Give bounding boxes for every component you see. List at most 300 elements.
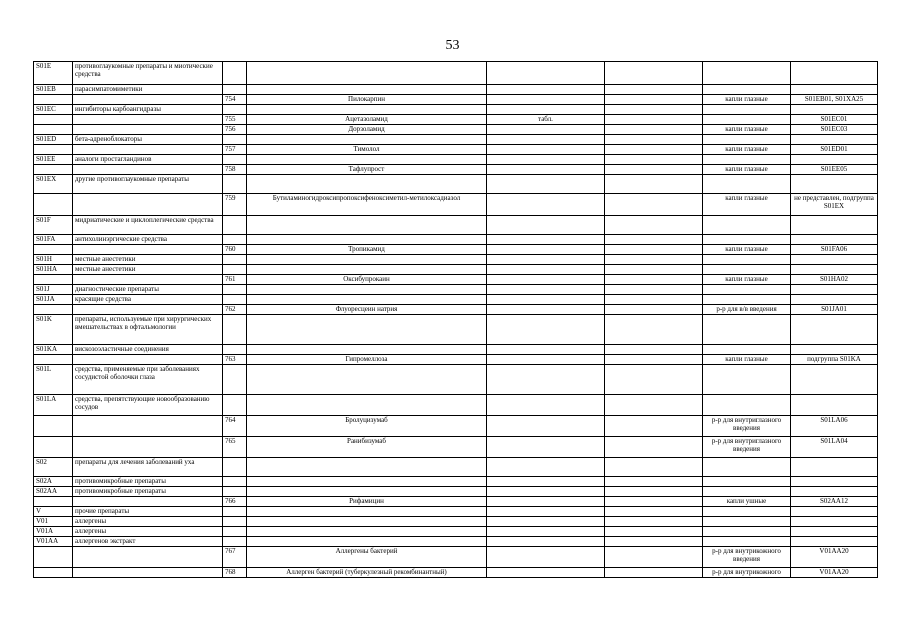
empty-cell — [605, 537, 703, 547]
atc-code-cell — [791, 315, 878, 345]
atc-group-description-cell: местные анестетики — [73, 265, 223, 275]
dosage-form-2-cell: р-р для внутрикожного введения — [703, 547, 791, 568]
empty-cell — [605, 125, 703, 135]
row-number-cell: 764 — [223, 416, 247, 437]
atc-code-cell — [791, 537, 878, 547]
table-row — [34, 275, 878, 285]
table-row — [34, 365, 878, 395]
atc-code-cell — [791, 285, 878, 295]
empty-cell — [605, 568, 703, 578]
empty-cell — [605, 194, 703, 216]
atc-group-code-cell — [34, 437, 73, 458]
empty-cell — [605, 105, 703, 115]
row-number-cell: 766 — [223, 497, 247, 507]
atc-group-code-cell — [34, 305, 73, 315]
dosage-form-cell — [487, 305, 605, 315]
row-number-cell — [223, 135, 247, 145]
atc-group-description-cell: аллергены — [73, 517, 223, 527]
empty-cell — [605, 547, 703, 568]
atc-group-code-cell: S01LA — [34, 395, 73, 416]
empty-cell — [605, 135, 703, 145]
atc-group-code-cell: S01K — [34, 315, 73, 345]
dosage-form-2-cell: р-р для внутриглазного введения — [703, 416, 791, 437]
table-row — [34, 216, 878, 235]
empty-cell — [605, 345, 703, 355]
dosage-form-cell — [487, 105, 605, 115]
dosage-form-cell — [487, 145, 605, 155]
empty-cell — [605, 145, 703, 155]
row-number-cell — [223, 345, 247, 355]
dosage-form-2-cell — [703, 135, 791, 145]
atc-group-description-cell: средства, препятствующие новообразованию сосудов — [73, 395, 223, 416]
dosage-form-2-cell — [703, 155, 791, 165]
atc-group-description-cell: препараты, используемые при хирургических вмешательствах в офтальмологии — [73, 315, 223, 345]
dosage-form-2-cell — [703, 517, 791, 527]
table-row — [34, 95, 878, 105]
drug-name-cell — [247, 255, 487, 265]
atc-code-cell — [791, 507, 878, 517]
atc-group-code-cell — [34, 165, 73, 175]
atc-group-description-cell: противоглаукомные препараты и миотические средства — [73, 62, 223, 85]
table-row — [34, 527, 878, 537]
atc-code-cell — [791, 175, 878, 194]
dosage-form-2-cell: капли глазные — [703, 245, 791, 255]
atc-group-description-cell: препараты для лечения заболеваний уха — [73, 458, 223, 477]
row-number-cell: 756 — [223, 125, 247, 135]
dosage-form-2-cell — [703, 345, 791, 355]
table-row — [34, 345, 878, 355]
table-row — [34, 245, 878, 255]
table-row — [34, 255, 878, 265]
dosage-form-cell — [487, 155, 605, 165]
drug-name-cell — [247, 105, 487, 115]
page-number: 53 — [445, 38, 460, 53]
table-row — [34, 355, 878, 365]
atc-group-code-cell — [34, 95, 73, 105]
row-number-cell: 762 — [223, 305, 247, 315]
dosage-form-cell — [487, 355, 605, 365]
atc-group-description-cell — [73, 437, 223, 458]
dosage-form-2-cell: капли ушные — [703, 497, 791, 507]
dosage-form-cell — [487, 315, 605, 345]
table-row — [34, 115, 878, 125]
empty-cell — [605, 175, 703, 194]
drug-name-cell — [247, 285, 487, 295]
atc-group-description-cell: аналоги простагландинов — [73, 155, 223, 165]
dosage-form-2-cell — [703, 285, 791, 295]
dosage-form-cell — [487, 285, 605, 295]
atc-group-code-cell — [34, 355, 73, 365]
row-number-cell — [223, 527, 247, 537]
atc-group-code-cell: S01E — [34, 62, 73, 85]
atc-group-code-cell: S02AA — [34, 487, 73, 497]
drug-name-cell — [247, 365, 487, 395]
empty-cell — [605, 527, 703, 537]
dosage-form-2-cell: капли глазные — [703, 165, 791, 175]
dosage-form-cell — [487, 458, 605, 477]
dosage-form-2-cell — [703, 216, 791, 235]
empty-cell — [605, 437, 703, 458]
row-number-cell: 755 — [223, 115, 247, 125]
atc-code-cell: S01EE05 — [791, 165, 878, 175]
atc-group-description-cell — [73, 275, 223, 285]
table-row — [34, 487, 878, 497]
empty-cell — [605, 165, 703, 175]
atc-group-description-cell — [73, 568, 223, 578]
dosage-form-cell — [487, 345, 605, 355]
drug-name-cell: Рифамицин — [247, 497, 487, 507]
dosage-form-2-cell — [703, 527, 791, 537]
dosage-form-cell — [487, 395, 605, 416]
atc-code-cell — [791, 155, 878, 165]
atc-group-code-cell: V — [34, 507, 73, 517]
dosage-form-cell — [487, 235, 605, 245]
drug-name-cell: Аллерген бактерий (туберкулезный рекомбинантный) — [247, 568, 487, 578]
dosage-form-cell — [487, 416, 605, 437]
dosage-form-2-cell — [703, 62, 791, 85]
atc-code-cell — [791, 365, 878, 395]
drug-name-cell — [247, 155, 487, 165]
empty-cell — [605, 155, 703, 165]
atc-code-cell: V01AA20 — [791, 547, 878, 568]
empty-cell — [605, 245, 703, 255]
dosage-form-2-cell — [703, 115, 791, 125]
atc-group-code-cell: S02 — [34, 458, 73, 477]
empty-cell — [605, 265, 703, 275]
drug-name-cell — [247, 315, 487, 345]
dosage-form-2-cell — [703, 395, 791, 416]
atc-group-code-cell — [34, 416, 73, 437]
atc-group-code-cell: S01J — [34, 285, 73, 295]
atc-code-cell — [791, 235, 878, 245]
atc-code-cell — [791, 265, 878, 275]
atc-group-code-cell — [34, 497, 73, 507]
atc-group-code-cell: S01ED — [34, 135, 73, 145]
dosage-form-cell — [487, 175, 605, 194]
atc-code-cell — [791, 395, 878, 416]
row-number-cell: 767 — [223, 547, 247, 568]
empty-cell — [605, 85, 703, 95]
table-row — [34, 285, 878, 295]
drug-name-cell — [247, 216, 487, 235]
dosage-form-2-cell — [703, 507, 791, 517]
atc-group-description-cell — [73, 416, 223, 437]
row-number-cell — [223, 285, 247, 295]
atc-code-cell — [791, 135, 878, 145]
dosage-form-cell — [487, 255, 605, 265]
row-number-cell — [223, 85, 247, 95]
drug-name-cell — [247, 458, 487, 477]
empty-cell — [605, 507, 703, 517]
atc-group-code-cell: S01L — [34, 365, 73, 395]
atc-group-code-cell — [34, 145, 73, 155]
table-row — [34, 517, 878, 527]
atc-group-description-cell: прочие препараты — [73, 507, 223, 517]
dosage-form-2-cell: капли глазные — [703, 95, 791, 105]
row-number-cell — [223, 487, 247, 497]
empty-cell — [605, 365, 703, 395]
row-number-cell — [223, 62, 247, 85]
atc-group-description-cell: бета-адреноблокаторы — [73, 135, 223, 145]
atc-code-cell: V01AA20 — [791, 568, 878, 578]
atc-group-code-cell: S02A — [34, 477, 73, 487]
atc-group-description-cell: красящие средства — [73, 295, 223, 305]
row-number-cell — [223, 395, 247, 416]
atc-group-description-cell — [73, 95, 223, 105]
row-number-cell: 760 — [223, 245, 247, 255]
empty-cell — [605, 235, 703, 245]
table-row — [34, 62, 878, 85]
drug-name-cell — [247, 295, 487, 305]
table-row — [34, 125, 878, 135]
dosage-form-cell: табл. — [487, 115, 605, 125]
atc-group-code-cell: S01H — [34, 255, 73, 265]
dosage-form-2-cell — [703, 235, 791, 245]
table-row — [34, 497, 878, 507]
atc-code-cell — [791, 487, 878, 497]
atc-group-code-cell: S01EC — [34, 105, 73, 115]
empty-cell — [605, 216, 703, 235]
table-row — [34, 416, 878, 437]
table-row — [34, 568, 878, 578]
dosage-form-2-cell: р-р для внутрикожного — [703, 568, 791, 578]
empty-cell — [605, 497, 703, 507]
table-row — [34, 135, 878, 145]
row-number-cell: 765 — [223, 437, 247, 458]
drug-name-cell — [247, 527, 487, 537]
table-row — [34, 145, 878, 155]
atc-group-code-cell — [34, 125, 73, 135]
dosage-form-2-cell — [703, 365, 791, 395]
dosage-form-2-cell — [703, 315, 791, 345]
atc-code-cell: S01LA04 — [791, 437, 878, 458]
dosage-form-cell — [487, 135, 605, 145]
table-row — [34, 194, 878, 216]
atc-code-cell — [791, 345, 878, 355]
atc-group-description-cell — [73, 547, 223, 568]
atc-code-cell: S01JA01 — [791, 305, 878, 315]
empty-cell — [605, 477, 703, 487]
drug-name-cell — [247, 395, 487, 416]
dosage-form-cell — [487, 497, 605, 507]
drug-name-cell: Дорзоламид — [247, 125, 487, 135]
dosage-form-cell — [487, 507, 605, 517]
dosage-form-cell — [487, 95, 605, 105]
atc-code-cell: S01EC03 — [791, 125, 878, 135]
empty-cell — [605, 395, 703, 416]
table-row — [34, 395, 878, 416]
row-number-cell: 759 — [223, 194, 247, 216]
dosage-form-cell — [487, 527, 605, 537]
atc-group-description-cell: противомикробные препараты — [73, 477, 223, 487]
atc-group-code-cell: V01A — [34, 527, 73, 537]
atc-code-cell: подгруппа S01KA — [791, 355, 878, 365]
dosage-form-cell — [487, 275, 605, 285]
atc-group-description-cell: диагностические препараты — [73, 285, 223, 295]
dosage-form-2-cell — [703, 537, 791, 547]
row-number-cell — [223, 175, 247, 194]
table-row — [34, 85, 878, 95]
table-row — [34, 537, 878, 547]
atc-group-code-cell: V01AA — [34, 537, 73, 547]
table-row — [34, 315, 878, 345]
empty-cell — [605, 355, 703, 365]
atc-group-code-cell: S01EX — [34, 175, 73, 194]
atc-group-code-cell: S01EE — [34, 155, 73, 165]
row-number-cell — [223, 216, 247, 235]
table-row — [34, 507, 878, 517]
atc-group-description-cell — [73, 194, 223, 216]
dosage-form-cell — [487, 547, 605, 568]
dosage-form-cell — [487, 477, 605, 487]
table-row — [34, 155, 878, 165]
dosage-form-2-cell: капли глазные — [703, 125, 791, 135]
table-row — [34, 265, 878, 275]
row-number-cell — [223, 477, 247, 487]
drug-name-cell — [247, 62, 487, 85]
atc-group-description-cell: другие противоглаукомные препараты — [73, 175, 223, 194]
table-body — [34, 62, 878, 578]
table-row — [34, 175, 878, 194]
dosage-form-cell — [487, 437, 605, 458]
table-row — [34, 305, 878, 315]
dosage-form-cell — [487, 568, 605, 578]
empty-cell — [605, 255, 703, 265]
empty-cell — [605, 285, 703, 295]
dosage-form-2-cell: капли глазные — [703, 275, 791, 285]
row-number-cell — [223, 265, 247, 275]
atc-group-code-cell — [34, 194, 73, 216]
dosage-form-2-cell: р-р для внутриглазного введения — [703, 437, 791, 458]
atc-code-cell: S01HA02 — [791, 275, 878, 285]
drug-name-cell — [247, 175, 487, 194]
dosage-form-cell — [487, 245, 605, 255]
row-number-cell — [223, 295, 247, 305]
empty-cell — [605, 295, 703, 305]
empty-cell — [605, 517, 703, 527]
atc-group-code-cell — [34, 245, 73, 255]
drug-name-cell: Пилокарпин — [247, 95, 487, 105]
drug-name-cell: Бролуцизумаб — [247, 416, 487, 437]
table-row — [34, 165, 878, 175]
atc-group-code-cell — [34, 115, 73, 125]
row-number-cell: 768 — [223, 568, 247, 578]
atc-code-cell — [791, 62, 878, 85]
drug-name-cell — [247, 477, 487, 487]
dosage-form-cell — [487, 125, 605, 135]
empty-cell — [605, 458, 703, 477]
row-number-cell — [223, 537, 247, 547]
atc-code-cell: S01ED01 — [791, 145, 878, 155]
atc-group-description-cell — [73, 245, 223, 255]
drug-name-cell: Гипромеллоза — [247, 355, 487, 365]
drug-name-cell: Оксибупрокаин — [247, 275, 487, 285]
atc-code-cell — [791, 85, 878, 95]
dosage-form-2-cell: капли глазные — [703, 145, 791, 155]
dosage-form-cell — [487, 265, 605, 275]
atc-group-description-cell: аллергены — [73, 527, 223, 537]
table-row — [34, 477, 878, 487]
atc-group-description-cell: мидриатические и циклоплегические средства — [73, 216, 223, 235]
dosage-form-2-cell — [703, 175, 791, 194]
atc-group-description-cell: парасимпатомиметики — [73, 85, 223, 95]
row-number-cell — [223, 458, 247, 477]
atc-group-code-cell — [34, 568, 73, 578]
atc-group-description-cell — [73, 115, 223, 125]
empty-cell — [605, 275, 703, 285]
dosage-form-cell — [487, 165, 605, 175]
empty-cell — [605, 62, 703, 85]
atc-group-description-cell — [73, 355, 223, 365]
atc-code-cell — [791, 477, 878, 487]
drug-name-cell: Бутиламиногидроксипропоксифеноксиметил-метилоксадиазол — [247, 194, 487, 216]
table-row — [34, 437, 878, 458]
dosage-form-2-cell — [703, 477, 791, 487]
empty-cell — [605, 305, 703, 315]
atc-group-description-cell — [73, 497, 223, 507]
dosage-form-cell — [487, 85, 605, 95]
atc-group-code-cell: S01FA — [34, 235, 73, 245]
dosage-form-2-cell — [703, 295, 791, 305]
drug-name-cell: Тропикамид — [247, 245, 487, 255]
atc-group-code-cell: S01HA — [34, 265, 73, 275]
drug-name-cell — [247, 345, 487, 355]
dosage-form-cell — [487, 216, 605, 235]
atc-code-cell — [791, 458, 878, 477]
atc-group-description-cell — [73, 165, 223, 175]
atc-group-description-cell: противомикробные препараты — [73, 487, 223, 497]
atc-group-description-cell — [73, 305, 223, 315]
dosage-form-2-cell: капли глазные — [703, 194, 791, 216]
drug-name-cell: Тимолол — [247, 145, 487, 155]
table-row — [34, 105, 878, 115]
drug-name-cell — [247, 507, 487, 517]
dosage-form-cell — [487, 365, 605, 395]
atc-code-cell — [791, 295, 878, 305]
atc-group-description-cell: средства, применяемые при заболеваниях сосудистой оболочки глаза — [73, 365, 223, 395]
drug-name-cell — [247, 265, 487, 275]
atc-group-description-cell — [73, 125, 223, 135]
dosage-form-cell — [487, 62, 605, 85]
dosage-form-2-cell — [703, 487, 791, 497]
atc-group-code-cell — [34, 275, 73, 285]
drug-name-cell — [247, 85, 487, 95]
atc-group-description-cell: аллергенов экстракт — [73, 537, 223, 547]
row-number-cell: 757 — [223, 145, 247, 155]
row-number-cell: 754 — [223, 95, 247, 105]
row-number-cell: 763 — [223, 355, 247, 365]
atc-group-code-cell: S01KA — [34, 345, 73, 355]
atc-code-cell — [791, 527, 878, 537]
empty-cell — [605, 487, 703, 497]
table-row — [34, 458, 878, 477]
drug-name-cell — [247, 135, 487, 145]
atc-group-code-cell: S01F — [34, 216, 73, 235]
dosage-form-2-cell — [703, 255, 791, 265]
drug-name-cell — [247, 517, 487, 527]
atc-group-description-cell: антихолинэргические средства — [73, 235, 223, 245]
dosage-form-2-cell — [703, 265, 791, 275]
dosage-form-2-cell — [703, 85, 791, 95]
atc-group-code-cell: S01EB — [34, 85, 73, 95]
dosage-form-2-cell — [703, 105, 791, 115]
row-number-cell: 758 — [223, 165, 247, 175]
drug-name-cell: Аллергены бактерий — [247, 547, 487, 568]
empty-cell — [605, 416, 703, 437]
dosage-form-cell — [487, 295, 605, 305]
drug-name-cell: Ацетазоламид — [247, 115, 487, 125]
atc-code-cell: S02AA12 — [791, 497, 878, 507]
